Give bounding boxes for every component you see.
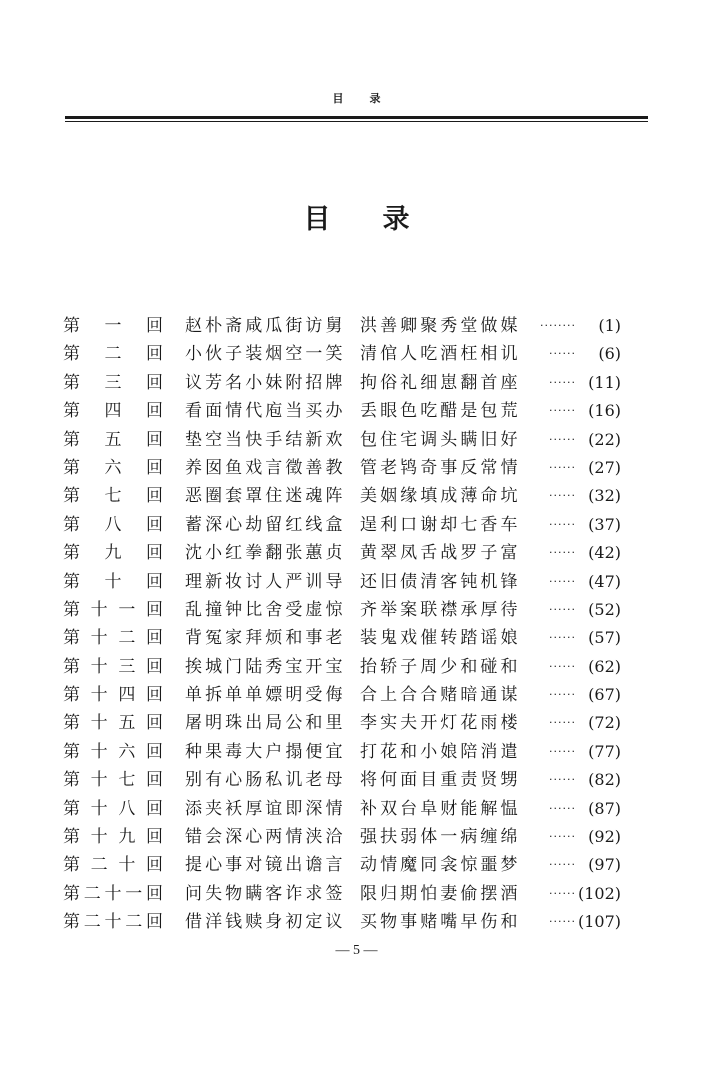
chapter-title-second-line: 抬轿子周少和碰和 [360, 656, 518, 677]
leader-dots: ······ [549, 716, 576, 730]
toc-entry [63, 397, 663, 425]
chapter-title-second-line: 洪善卿聚秀堂做媒 [360, 316, 518, 336]
chapter-number: 第三回 [63, 372, 163, 393]
chapter-number: 第十四回 [63, 685, 163, 706]
page-reference: (62) [588, 656, 621, 676]
chapter-title-second-line: 限归期怕妻偷摆酒 [360, 883, 518, 904]
chapter-title-second-line: 逞利口谢却七香车 [360, 514, 518, 535]
toc-entry [63, 340, 663, 368]
chapter-title-first-line: 错会深心两情浃洽 [185, 827, 343, 848]
page-number: — 5 — [335, 943, 378, 958]
chapter-title-second-line: 齐举案联襟承厚待 [360, 599, 518, 620]
chapter-title-first-line: 恶圈套罩住迷魂阵 [185, 486, 343, 507]
chapter-number: 第二回 [63, 344, 163, 365]
page-reference: (87) [588, 798, 621, 818]
toc-entry [63, 766, 663, 794]
toc-entry [63, 539, 663, 567]
chapter-title-second-line: 动情魔同衾惊噩梦 [360, 855, 518, 876]
chapter-title-first-line: 单拆单单嫖明受侮 [185, 685, 343, 706]
chapter-number: 第十二回 [63, 628, 163, 649]
chapter-title-second-line: 美姻缘填成薄命坑 [360, 486, 518, 507]
chapter-title-first-line: 理新妆讨人严训导 [185, 571, 343, 592]
chapter-title-second-line: 清倌人吃酒枉相讥 [360, 344, 518, 365]
page-reference: (67) [588, 685, 621, 705]
page-reference: (22) [588, 429, 621, 449]
chapter-number: 第五回 [63, 429, 163, 450]
chapter-title-first-line: 看面情代庖当买办 [185, 401, 343, 422]
chapter-number: 第十九回 [63, 827, 163, 848]
chapter-title-first-line: 蓄深心劫留红线盒 [185, 514, 343, 535]
toc-entry [63, 312, 663, 340]
chapter-title-first-line: 种果毒大户搨便宜 [185, 741, 343, 762]
chapter-number: 第七回 [63, 486, 163, 507]
chapter-title-first-line: 养囡鱼戏言徵善教 [185, 457, 343, 478]
toc-entry [63, 908, 663, 936]
toc-entry [63, 624, 663, 652]
page-reference: (37) [588, 514, 621, 534]
leader-dots: ······ [549, 915, 576, 929]
table-of-contents [63, 312, 663, 937]
chapter-title-first-line: 问失物瞒客诈求签 [185, 883, 343, 904]
chapter-title-second-line: 拘俗礼细崽翻首座 [360, 372, 518, 393]
page-reference: (52) [588, 599, 621, 619]
page-reference: (16) [588, 401, 621, 421]
chapter-title-first-line: 赵朴斋咸瓜街访舅 [185, 316, 343, 336]
chapter-number: 第九回 [63, 543, 163, 564]
chapter-number: 第十七回 [63, 770, 163, 791]
leader-dots: ······ [549, 404, 576, 418]
chapter-title-first-line: 借洋钱赎身初定议 [185, 912, 343, 933]
chapter-number: 第二十二回 [63, 912, 163, 933]
leader-dots: ······ [549, 858, 576, 872]
chapter-title-first-line: 小伙子装烟空一笑 [185, 344, 343, 365]
leader-dots: ······ [549, 631, 576, 645]
chapter-title-second-line: 包住宅调头瞒旧好 [360, 429, 518, 450]
page-reference: (102) [577, 883, 621, 903]
page-reference: (1) [598, 316, 621, 335]
toc-entry [63, 369, 663, 397]
page-reference: (82) [588, 770, 621, 790]
page-reference: (32) [588, 486, 621, 506]
chapter-number: 第二十一回 [63, 883, 163, 904]
leader-dots: ······ [549, 830, 576, 844]
toc-entry [63, 568, 663, 596]
leader-dots: ······ [549, 744, 576, 758]
toc-entry [63, 596, 663, 624]
leader-dots: ······ [549, 801, 576, 815]
leader-dots: ······ [549, 375, 576, 389]
chapter-title-second-line: 将何面目重责贤甥 [360, 770, 518, 791]
page-reference: (72) [588, 713, 621, 733]
chapter-number: 第八回 [63, 514, 163, 535]
toc-entry [63, 709, 663, 737]
leader-dots: ······ [549, 574, 576, 588]
leader-dots: ······ [549, 460, 576, 474]
page-reference: (107) [577, 912, 621, 932]
header-rule-thick [65, 116, 648, 119]
leader-dots: ······ [549, 773, 576, 787]
chapter-number: 第六回 [63, 457, 163, 478]
chapter-title-first-line: 沈小红拳翻张蕙贞 [185, 543, 343, 564]
chapter-number: 第十回 [63, 571, 163, 592]
toc-entry [63, 482, 663, 510]
chapter-number: 第十六回 [63, 741, 163, 762]
leader-dots: ······ [549, 546, 576, 560]
leader-dots: ······ [549, 602, 576, 616]
leader-dots: ······ [549, 489, 576, 503]
toc-entry [63, 738, 663, 766]
page-reference: (77) [588, 741, 621, 761]
chapter-title-first-line: 别有心肠私讥老母 [185, 770, 343, 791]
page-reference: (97) [588, 855, 621, 875]
toc-entry [63, 653, 663, 681]
chapter-title-first-line: 屠明珠出局公和里 [185, 713, 343, 734]
chapter-title-second-line: 合上合合赌暗通谋 [360, 685, 518, 706]
chapter-title-second-line: 买物事赌嘴早伤和 [360, 912, 518, 933]
leader-dots: ······ [549, 688, 576, 702]
page-reference: (57) [588, 628, 621, 648]
chapter-title-second-line: 补双台阜财能解愠 [360, 798, 518, 819]
page-reference: (92) [588, 827, 621, 847]
chapter-title-first-line: 议芳名小妹附招牌 [185, 372, 343, 393]
toc-entry [63, 823, 663, 851]
chapter-title-second-line: 强扶弱体一病缠绵 [360, 827, 518, 848]
page-reference: (42) [588, 543, 621, 563]
toc-entry [63, 454, 663, 482]
toc-entry [63, 511, 663, 539]
chapter-title-second-line: 黄翠凤舌战罗子富 [360, 543, 518, 564]
chapter-title-second-line: 李实夫开灯花雨楼 [360, 713, 518, 734]
page-reference: (6) [598, 344, 621, 364]
chapter-title-first-line: 提心事对镜出谵言 [185, 855, 343, 876]
running-head: 目录 [332, 92, 407, 105]
chapter-title-first-line: 添夹袄厚谊即深情 [185, 798, 343, 819]
page-title: 目录 [303, 204, 462, 235]
leader-dots: ······ [549, 517, 576, 531]
chapter-number: 第十一回 [63, 599, 163, 620]
leader-dots: ······ [549, 886, 576, 900]
chapter-title-second-line: 还旧债清客钝机锋 [360, 571, 518, 592]
chapter-title-second-line: 丢眼色吃醋是包荒 [360, 401, 518, 422]
page-reference: (27) [588, 457, 621, 477]
chapter-title-second-line: 打花和小娘陪消遣 [360, 741, 518, 762]
toc-entry [63, 681, 663, 709]
toc-entry [63, 426, 663, 454]
chapter-number: 第十五回 [63, 713, 163, 734]
chapter-title-first-line: 乱撞钟比舍受虚惊 [185, 599, 343, 620]
chapter-title-second-line: 管老鸨奇事反常情 [360, 457, 518, 478]
chapter-title-first-line: 垫空当快手结新欢 [185, 429, 343, 450]
header-rule-thin [65, 121, 648, 122]
toc-entry [63, 851, 663, 879]
toc-entry [63, 880, 663, 908]
chapter-number: 第十八回 [63, 798, 163, 819]
chapter-number: 第十三回 [63, 656, 163, 677]
chapter-number: 第四回 [63, 401, 163, 422]
page-reference: (47) [588, 571, 621, 591]
leader-dots: ······ [549, 432, 576, 446]
leader-dots: ······ [549, 347, 576, 361]
page-reference: (11) [588, 372, 621, 392]
chapter-number: 第一回 [63, 316, 163, 336]
chapter-title-second-line: 装鬼戏催转踏谣娘 [360, 628, 518, 649]
chapter-number: 第二十回 [63, 855, 163, 876]
leader-dots: ········ [540, 319, 576, 332]
leader-dots: ······ [549, 659, 576, 673]
chapter-title-first-line: 背冤家拜烦和事老 [185, 628, 343, 649]
toc-entry [63, 795, 663, 823]
chapter-title-first-line: 挨城门陆秀宝开宝 [185, 656, 343, 677]
